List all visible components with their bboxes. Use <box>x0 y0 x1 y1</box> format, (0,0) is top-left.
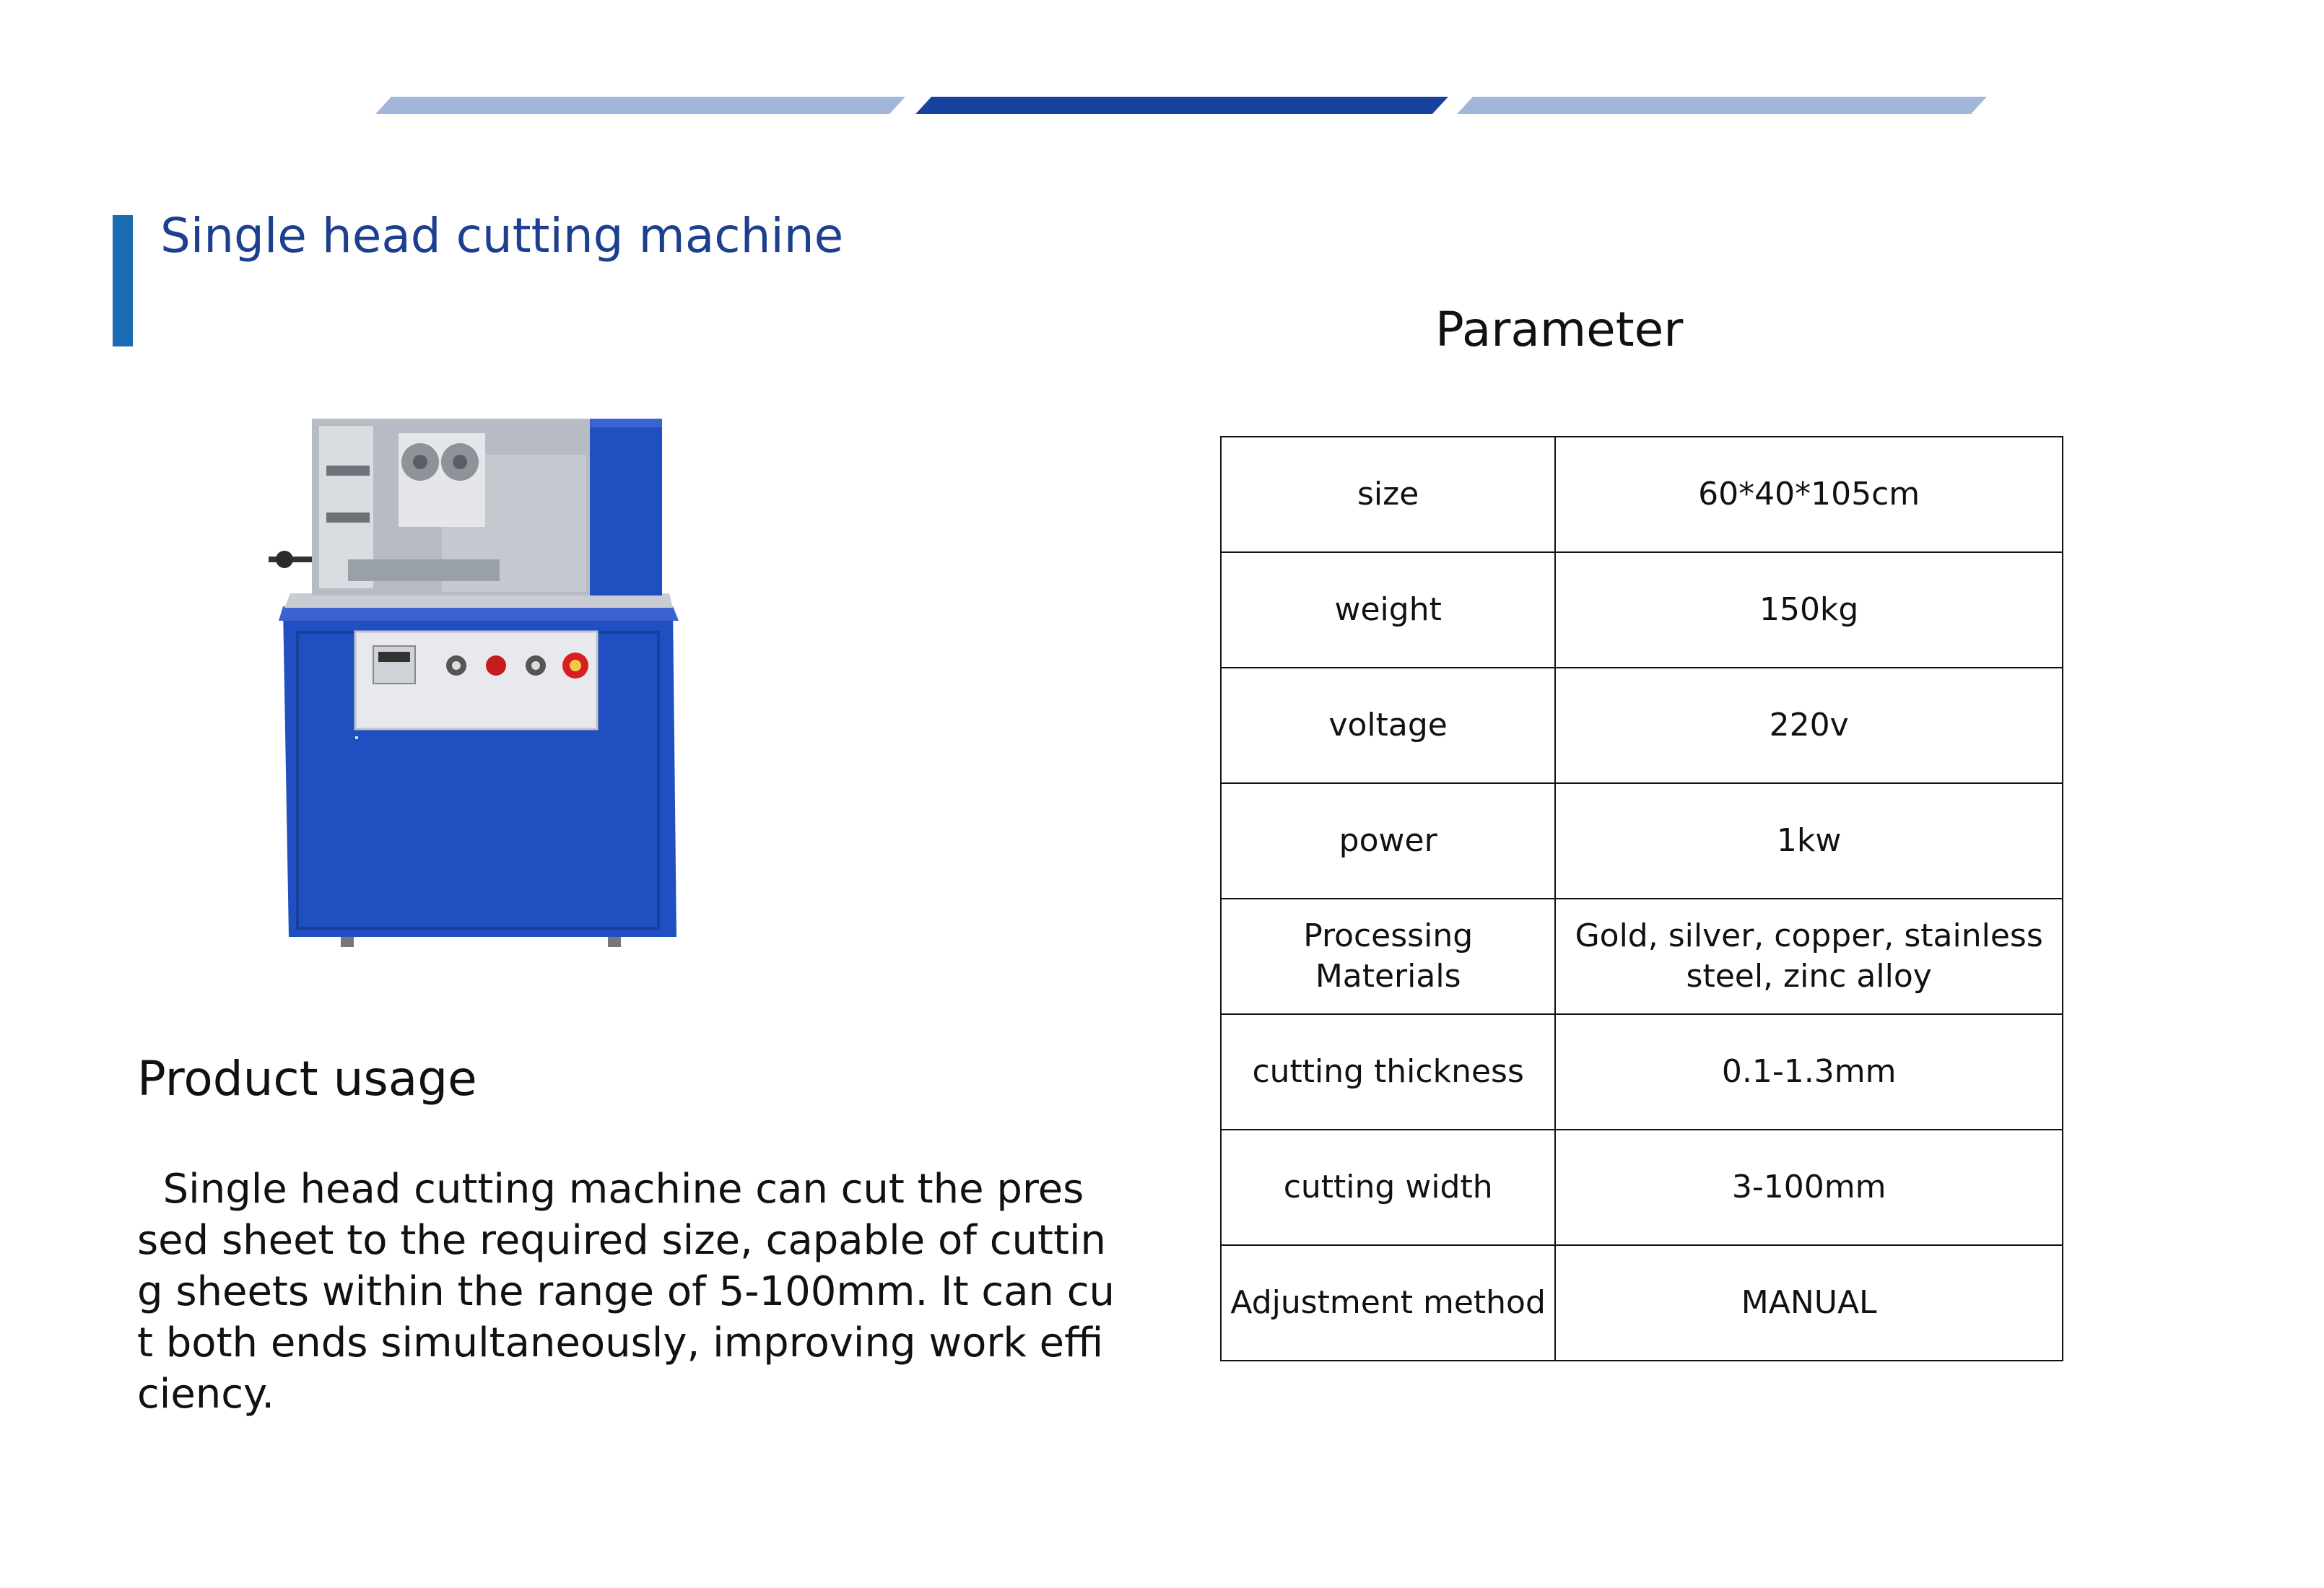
usage-line: sed sheet to the required size, capable of cuttin <box>137 1217 1107 1264</box>
usage-description <box>137 1164 1115 1420</box>
parameter-heading: Parameter <box>1435 302 1684 357</box>
param-key: power <box>1221 783 1555 899</box>
param-key: Adjustment method <box>1221 1245 1555 1361</box>
param-value: 0.1-1.3mm <box>1555 1014 2063 1130</box>
page-title: Single head cutting machine <box>160 208 844 263</box>
param-value: 220v <box>1555 668 2063 783</box>
param-value: 3-100mm <box>1555 1130 2063 1245</box>
table-row <box>1221 552 2063 668</box>
param-key: weight <box>1221 552 1555 668</box>
param-key: size <box>1221 437 1555 552</box>
param-key: Processing Materials <box>1221 899 1555 1014</box>
param-key: cutting thickness <box>1221 1014 1555 1130</box>
usage-line: Single head cutting machine can cut the pres <box>137 1166 1084 1213</box>
top-bar-center <box>915 97 1448 114</box>
table-row <box>1221 1130 2063 1245</box>
usage-line: t both ends simultaneously, improving work effi <box>137 1319 1104 1366</box>
table-row <box>1221 437 2063 552</box>
table-row <box>1221 899 2063 1014</box>
param-key: cutting width <box>1221 1130 1555 1245</box>
table-row <box>1221 668 2063 783</box>
usage-line: g sheets within the range of 5-100mm. It can cu <box>137 1268 1115 1315</box>
table-row <box>1221 1245 2063 1361</box>
title-accent-bar <box>113 215 133 346</box>
param-value: 1kw <box>1555 783 2063 899</box>
table-row <box>1221 1014 2063 1130</box>
usage-heading: Product usage <box>137 1051 477 1107</box>
table-row <box>1221 783 2063 899</box>
param-value: 60*40*105cm <box>1555 437 2063 552</box>
param-value: MANUAL <box>1555 1245 2063 1361</box>
machine-image <box>269 404 687 953</box>
param-value: 150kg <box>1555 552 2063 668</box>
param-value: Gold, silver, copper, stainless steel, zinc alloy <box>1555 899 2063 1014</box>
parameter-table <box>1220 436 2063 1361</box>
top-bar-left <box>375 97 905 114</box>
usage-line: ciency. <box>137 1371 275 1418</box>
top-bar-right <box>1457 97 1987 114</box>
param-key: voltage <box>1221 668 1555 783</box>
